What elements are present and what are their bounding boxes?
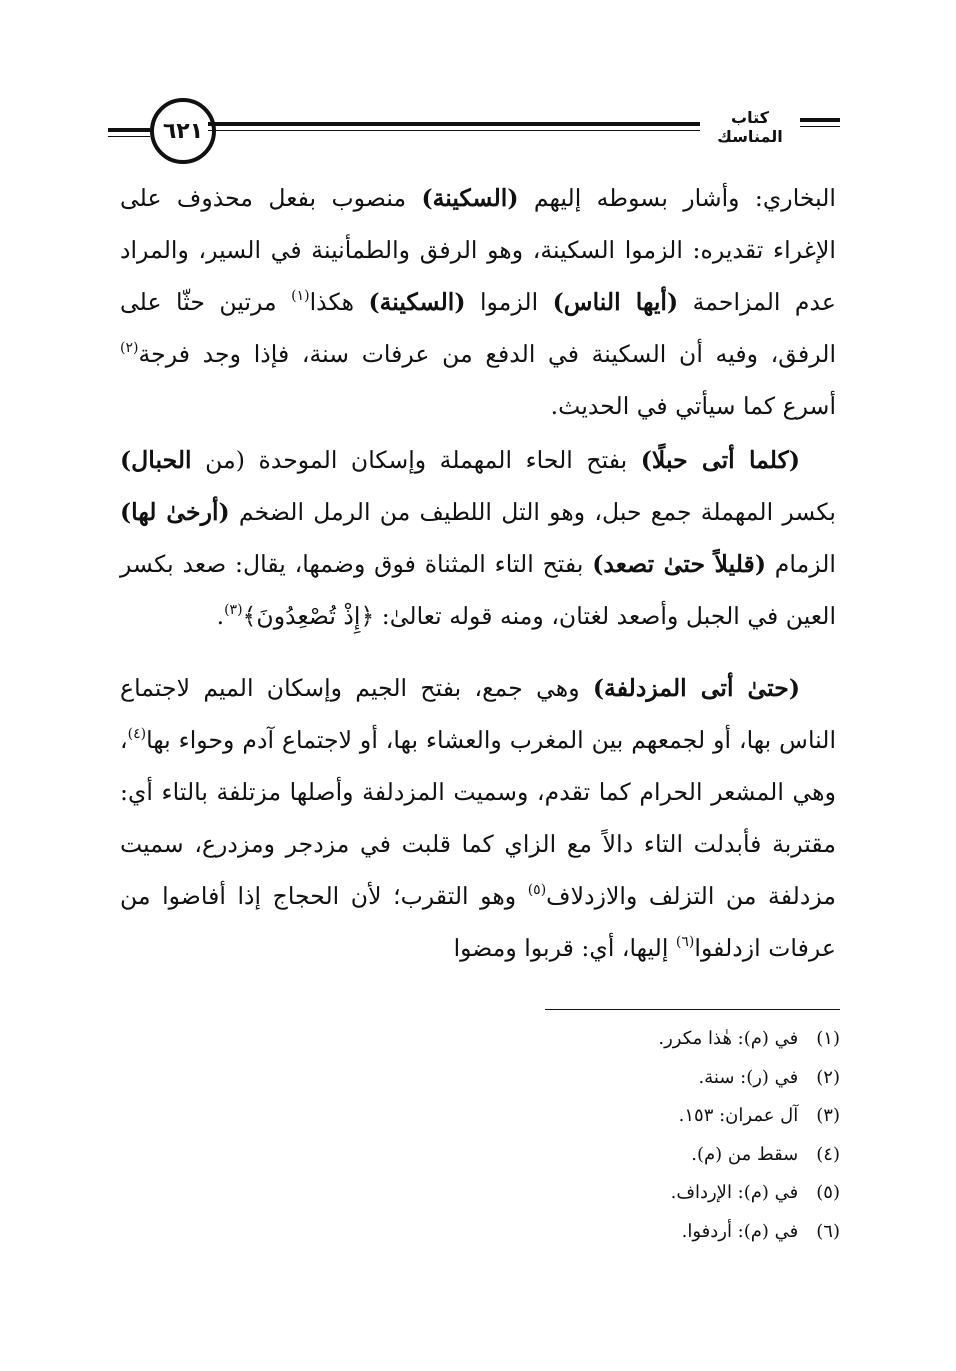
footnote-text: في (م): هٰذا مكرر.: [658, 1028, 799, 1049]
header-rule-right: [800, 118, 840, 122]
main-text: [120, 172, 836, 974]
text-run: بكسر المهملة جمع حبل، وهو التل اللطيف من الرمل الضخم: [229, 498, 836, 526]
paragraph: [120, 434, 836, 642]
footnote: [300, 1020, 840, 1059]
page-header: [108, 96, 840, 166]
footnote-separator: [545, 1009, 840, 1010]
paragraph: [120, 662, 836, 974]
text-run: منصوب بفعل محذوف على الإغراء تقديره: الزموا السكينة، وهو الرفق والطمأنينة في السير، والمراد عدم المزاحمة: [120, 184, 836, 316]
footnote: [300, 1059, 840, 1098]
footnote-text: في (م): أردفوا.: [681, 1220, 799, 1242]
footnote-number: (٣): [816, 1105, 840, 1126]
text-run: هكذا: [309, 288, 369, 316]
text-run: البخاري: وأشار بسوطه إليهم: [518, 184, 836, 212]
footnote-number: (٥): [816, 1182, 840, 1203]
footnote-number: (١): [816, 1028, 840, 1049]
text-run: (من: [191, 446, 245, 474]
page-number: ٦٢١: [150, 98, 216, 164]
footnote-ref: (٥): [527, 882, 547, 898]
footnote-ref: (٦): [675, 934, 695, 950]
text-run: إليها، أي: قربوا ومضوا: [453, 934, 676, 962]
text-run: ، وهي المشعر الحرام كما تقدم، وسميت المزدلفة وأصلها مزتلفة بالتاء أي: مقتربة فأبدلت التاء دالاً مع الزاي كما قلبت في مزدجر ومزدرع، سميت مزدلفة من التزلف والازدلاف: [120, 726, 836, 910]
quoted-term: (أرخىٰ لها): [120, 498, 230, 526]
header-rule-middle-thin: [208, 130, 700, 131]
quoted-term: (أيها الناس): [552, 288, 679, 316]
paragraph: [120, 172, 836, 432]
footnote: [300, 1174, 840, 1213]
footnote: [300, 1213, 840, 1252]
text-run: مرتين حثّا على الرفق، وفيه أن السكينة في الدفع من عرفات سنة، فإذا وجد فرجة: [120, 288, 836, 368]
quoted-term: (قليلاً حتىٰ تصعد): [592, 550, 766, 578]
footnote-text: في (ر): سنة.: [698, 1066, 799, 1088]
text-run: أسرع كما سيأتي في الحديث.: [550, 392, 836, 420]
quoted-term: (السكينة): [421, 184, 519, 212]
text-run: الزموا: [465, 288, 553, 316]
footnote-ref: (٢): [120, 340, 139, 356]
footnote-ref: (٣): [224, 602, 243, 618]
footnote-number: (٢): [816, 1066, 840, 1088]
text-run: .: [216, 602, 225, 630]
footnotes: [300, 1020, 840, 1251]
text-run: وهو التقرب؛ لأن الحجاج إذا أفاضوا من عرفات ازدلفوا: [120, 882, 836, 962]
header-rule-middle: [208, 122, 700, 126]
footnote-number: (٤): [816, 1143, 840, 1165]
quoted-term: (كلما أتى حبلًا): [640, 446, 801, 474]
footnote-text: سقط من (م).: [691, 1143, 799, 1165]
footnote-ref: (٤): [127, 726, 147, 742]
quoted-term: (حتىٰ أتى المزدلفة): [592, 674, 800, 702]
header-rule-left-thin: [108, 136, 150, 137]
quoted-term: (السكينة): [368, 288, 466, 316]
text-run: بفتح الحاء المهملة وإسكان الموحدة: [244, 446, 641, 474]
footnote: [300, 1136, 840, 1175]
footnote-text: في (م): الإرداف.: [670, 1182, 799, 1203]
text-run: وهي جمع، بفتح الجيم وإسكان الميم لاجتماع الناس بها، أو لجمعهم بين المغرب والعشاء بها، أو لاجتماع آدم وحواء بها: [120, 674, 836, 754]
quoted-term: الحبال): [120, 446, 192, 474]
running-title: كتاب المناسك: [717, 108, 783, 146]
text-run: بفتح التاء المثناة فوق وضمها، يقال: صعد بكسر العين في الجبل وأصعد لغتان، ومنه قوله تعالىٰ: ﴿إِذْ تُصْعِدُونَ﴾: [120, 550, 836, 630]
header-rule-left: [108, 128, 150, 132]
footnote-number: (٦): [816, 1220, 840, 1242]
header-rule-right-thin: [800, 126, 840, 127]
footnote-text: آل عمران: ١٥٣.: [678, 1105, 799, 1126]
footnote: [300, 1097, 840, 1136]
text-run: الزمام: [766, 550, 836, 578]
footnote-ref: (١): [291, 288, 310, 304]
